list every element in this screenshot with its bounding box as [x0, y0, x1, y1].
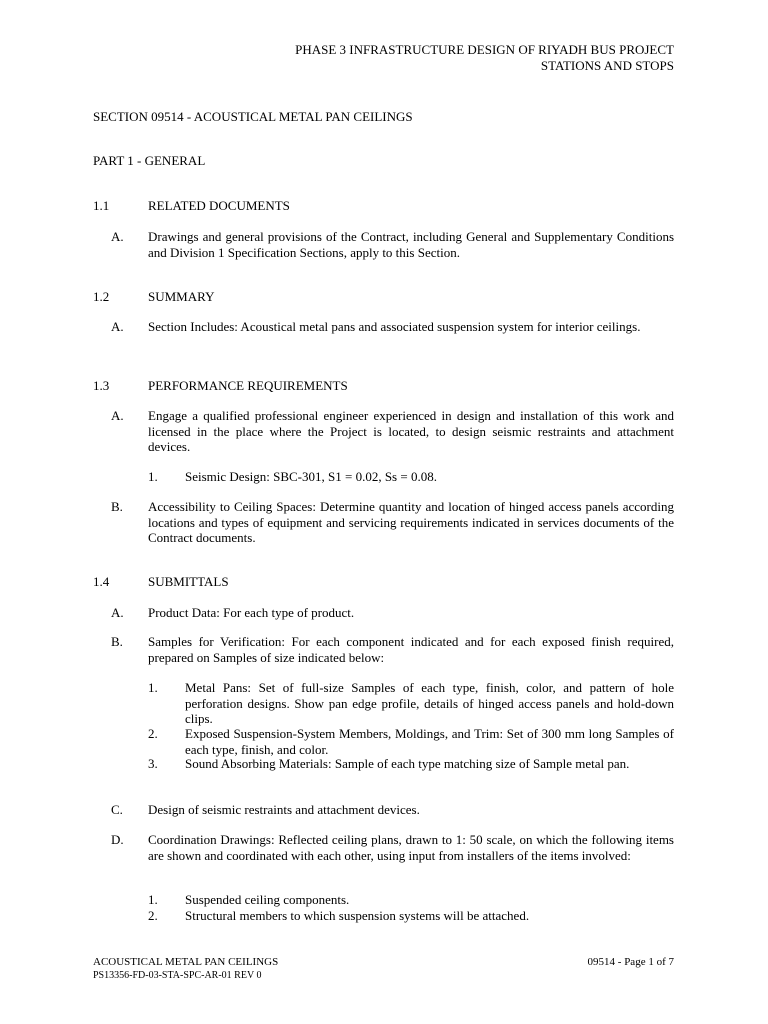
footer-title: ACOUSTICAL METAL PAN CEILINGS: [93, 956, 279, 968]
page-header: [295, 42, 674, 73]
paragraph-text: Engage a qualified professional engineer experienced in design and installation of this work and licensed in the place where the Project is located, to design seismic restraints and attachment devices.: [148, 408, 674, 454]
header-subtitle: STATIONS AND STOPS: [540, 57, 674, 73]
paragraph-text: Drawings and general provisions of the Contract, including General and Supplementary Conditions and Division 1 Specification Sections, apply to this Section.: [148, 229, 674, 260]
article-number: 1.4: [93, 574, 110, 589]
article-number: 1.2: [93, 289, 110, 304]
article-title: SUMMARY: [148, 289, 215, 304]
subparagraph-text: Exposed Suspension-System Members, Moldings, and Trim: Set of 300 mm long Samples of each type, finish, and color.: [185, 726, 674, 757]
subparagraph-label: 1.: [148, 469, 158, 484]
paragraph-text: Coordination Drawings: Reflected ceiling plans, drawn to 1: 50 scale, on which the following items are shown and coordinated with each other, using input from installers of the items involved:: [148, 832, 674, 863]
section-title: SECTION 09514 - ACOUSTICAL METAL PAN CEILINGS: [93, 109, 413, 124]
page-footer: [93, 956, 278, 982]
header-project-title: PHASE 3 INFRASTRUCTURE DESIGN OF RIYADH BUS PROJECT: [295, 42, 674, 57]
paragraph-label: A.: [111, 605, 124, 620]
subparagraph-label: 2.: [148, 726, 158, 741]
paragraph-label: B.: [111, 499, 123, 514]
subparagraph-text: Metal Pans: Set of full-size Samples of each type, finish, color, and pattern of hole perforation designs. Show pan edge profile, details of hinged access panels and hold-down clips.: [185, 680, 674, 726]
article-number: 1.3: [93, 378, 110, 393]
footer-document-number: PS13356-FD-03-STA-SPC-AR-01 REV 0: [93, 970, 262, 981]
part-title: PART 1 - GENERAL: [93, 153, 206, 168]
subparagraph-label: 3.: [148, 756, 158, 771]
subparagraph-label: 1.: [148, 680, 158, 695]
subparagraph-text: Structural members to which suspension systems will be attached.: [185, 908, 530, 923]
paragraph-label: D.: [111, 832, 124, 847]
article-title: RELATED DOCUMENTS: [148, 198, 290, 213]
subparagraph-label: 2.: [148, 908, 158, 923]
footer-page-number: 09514 - Page 1 of 7: [587, 956, 674, 968]
paragraph-label: A.: [111, 319, 124, 334]
article-title: SUBMITTALS: [148, 574, 229, 589]
paragraph-text: Samples for Verification: For each component indicated and for each exposed finish required, prepared on Samples of size indicated below:: [148, 634, 674, 665]
paragraph-label: A.: [111, 229, 124, 244]
paragraph-text: Product Data: For each type of product.: [148, 605, 355, 620]
subparagraph-text: Sound Absorbing Materials: Sample of each type matching size of Sample metal pan.: [185, 756, 630, 771]
paragraph-text: Design of seismic restraints and attachment devices.: [148, 802, 420, 817]
subparagraph-label: 1.: [148, 892, 158, 907]
paragraph-text: Accessibility to Ceiling Spaces: Determine quantity and location of hinged access panels according locations and types of equipment and servicing requirements indicated in services documents of the Contract documents.: [148, 499, 674, 545]
paragraph-label: A.: [111, 408, 124, 423]
article-title: PERFORMANCE REQUIREMENTS: [148, 378, 348, 393]
paragraph-text: Section Includes: Acoustical metal pans and associated suspension system for interior ceilings.: [148, 319, 641, 334]
paragraph-label: B.: [111, 634, 123, 649]
article-number: 1.1: [93, 198, 110, 213]
subparagraph-text: Seismic Design: SBC-301, S1 = 0.02, Ss = 0.08.: [185, 469, 437, 484]
subparagraph-text: Suspended ceiling components.: [185, 892, 350, 907]
paragraph-label: C.: [111, 802, 123, 817]
